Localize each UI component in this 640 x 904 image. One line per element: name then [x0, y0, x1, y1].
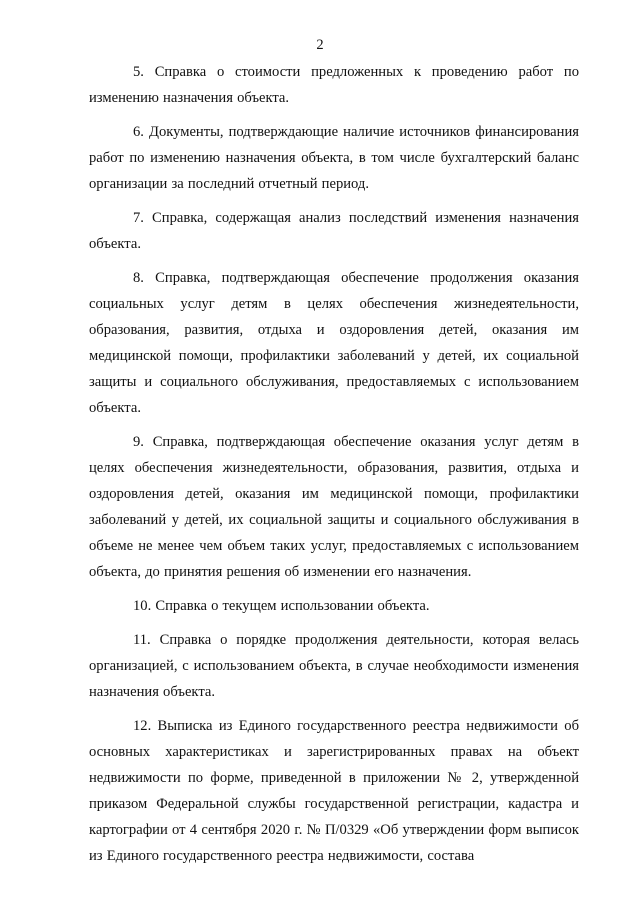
page-number: 2 [316, 37, 324, 53]
paragraph-item-8: 8. Справка, подтверждающая обеспечение продолжения оказания социальных услуг детям в целях обеспечения жизнедеятельности, образования, развития, отдыха и оздоровления детей, оказания им медицинской помощи, профилактики заболеваний у детей, их социальной защиты и социального обслуживания, предоставляемых с использованием объекта. [89, 270, 579, 416]
document-body [89, 59, 579, 877]
paragraph-item-12: 12. Выписка из Единого государственного реестра недвижимости об основных характеристиках и зарегистрированных правах на объект недвижимости по форме, приведенной в приложении № 2, утвержденной приказом Федеральной службы государственной регистрации, кадастра и картографии от 4 сентября 2020 г. № П/0329 «Об утверждении форм выписок из Единого государственного реестра недвижимости, состава [89, 718, 579, 864]
paragraph-item-11: 11. Справка о порядке продолжения деятельности, которая велась организацией, с использованием объекта, в случае необходимости изменения назначения объекта. [89, 632, 579, 700]
paragraph-item-7: 7. Справка, содержащая анализ последствий изменения назначения объекта. [89, 210, 579, 252]
paragraph-item-10: 10. Справка о текущем использовании объекта. [133, 598, 430, 614]
paragraph-item-6: 6. Документы, подтверждающие наличие источников финансирования работ по изменению назначения объекта, в том числе бухгалтерский баланс организации за последний отчетный период. [89, 124, 579, 192]
paragraph-item-9: 9. Справка, подтверждающая обеспечение оказания услуг детям в целях обеспечения жизнедеятельности, образования, развития, отдыха и оздоровления детей, оказания им медицинской помощи, профилактики заболеваний у детей, их социальной защиты и социального обслуживания в объеме не менее чем объем таких услуг, предоставляемых с использованием объекта, до принятия решения об изменении его назначения. [89, 434, 579, 580]
paragraph-item-5: 5. Справка о стоимости предложенных к проведению работ по изменению назначения объекта. [89, 64, 579, 106]
